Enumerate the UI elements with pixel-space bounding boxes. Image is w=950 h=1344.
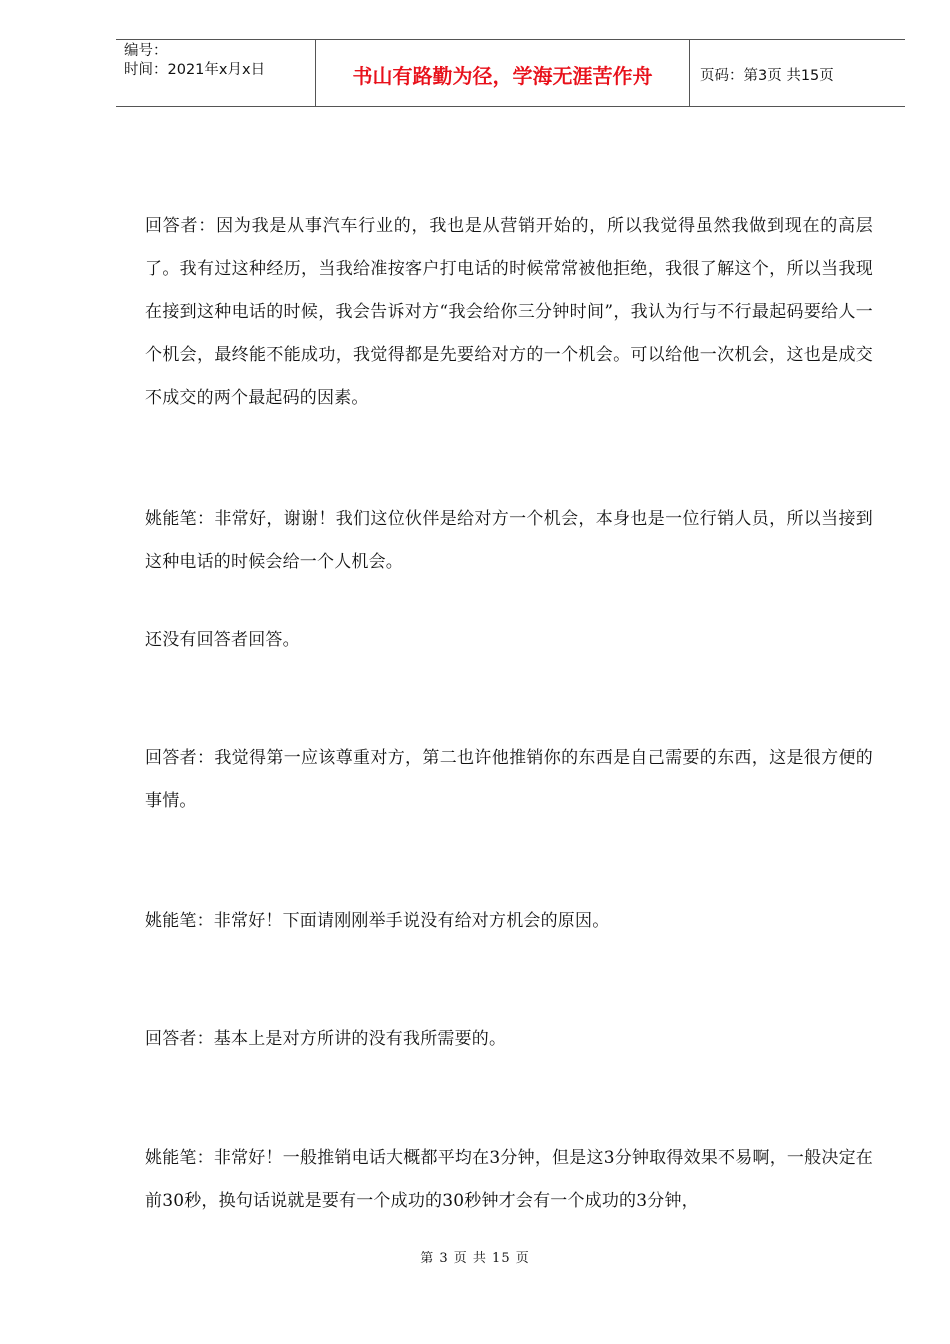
paragraph-host-1: 姚能笔：非常好，谢谢！我们这位伙伴是给对方一个机会，本身也是一位行销人员，所以当接到这种电话的时候会给一个人机会。 xyxy=(145,509,873,572)
header-meta xyxy=(124,42,265,80)
header-time-label: 时间：2021年x月x日 xyxy=(124,62,266,78)
paragraph-answer-1: 回答者：因为我是从事汽车行业的，我也是从营销开始的，所以我觉得虽然我做到现在的高层了。我有过这种经历，当我给准按客户打电话的时候常常被他拒绝，我很了解这个，所以当我现在接到这种电话的时候，我会告诉对方“我会给你三分钟时间”，我认为行与不行最起码要给人一个机会，最终能不能成功，我觉得都是先要给对方的一个机会。可以给他一次机会，这也是成交不成交的两个最起码的因素。 xyxy=(145,216,873,408)
header-page-info: 页码：第3页 共15页 xyxy=(700,68,834,84)
paragraph-host-2: 姚能笔：非常好！下面请刚刚举手说没有给对方机会的原因。 xyxy=(145,911,610,931)
header-number-label: 编号： xyxy=(124,43,168,59)
page-header xyxy=(116,39,905,107)
page-footer: 第 3 页 共 15 页 xyxy=(420,1251,530,1266)
paragraph-answer-3: 回答者：基本上是对方所讲的没有我所需要的。 xyxy=(145,1029,507,1049)
paragraph-note: 还没有回答者回答。 xyxy=(145,630,300,650)
paragraph-host-3: 姚能笔：非常好！一般推销电话大概都平均在3分钟，但是这3分钟取得效果不易啊，一般决定在前30秒，换句话说就是要有一个成功的30秒钟才会有一个成功的3分钟， xyxy=(145,1148,873,1211)
paragraph-answer-2: 回答者：我觉得第一应该尊重对方，第二也许他推销你的东西是自己需要的东西，这是很方便的事情。 xyxy=(145,748,873,811)
header-divider xyxy=(689,40,690,107)
header-motto: 书山有路勤为径，学海无涯苦作舟 xyxy=(352,64,653,88)
